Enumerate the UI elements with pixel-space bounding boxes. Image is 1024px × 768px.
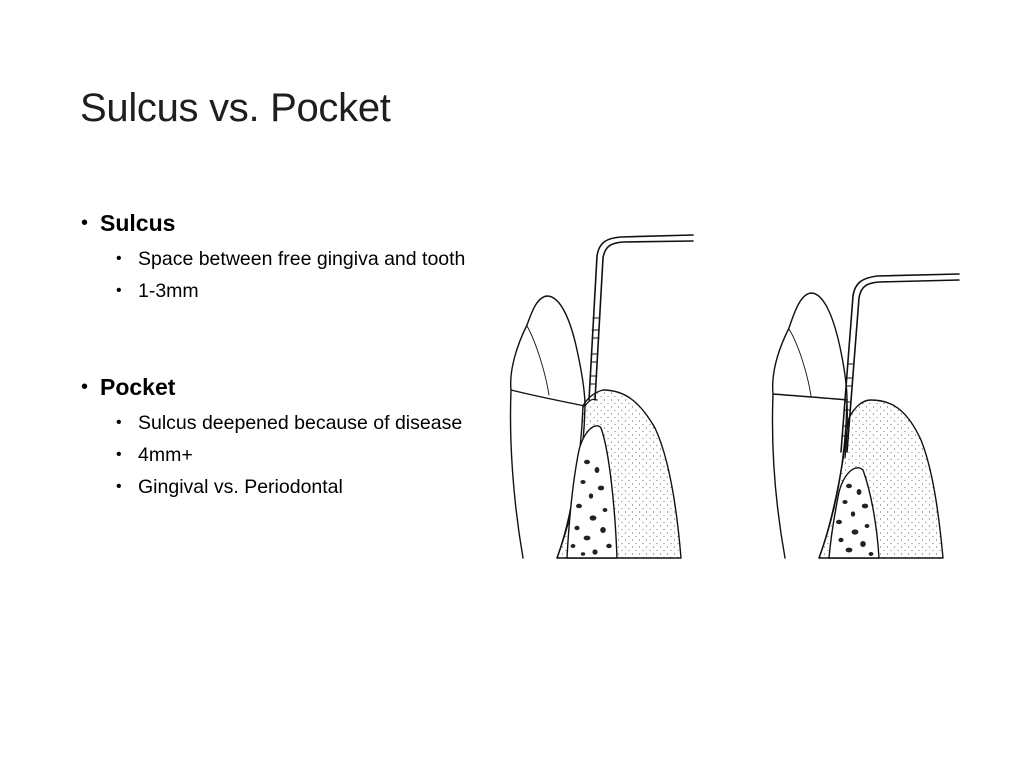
sub-bullet-text: Sulcus deepened because of disease [138, 412, 463, 434]
sub-bullet-item [80, 278, 468, 304]
sub-bullet-item [80, 474, 468, 500]
bullet-dot-icon: • [81, 376, 89, 398]
sub-bullet-dot-icon: • [116, 282, 122, 299]
slide-title: Sulcus vs. Pocket [80, 86, 391, 130]
bullet-dot-icon: • [81, 212, 89, 234]
tooth-probe-diagram [505, 230, 965, 570]
healthy-sulcus-illustration [511, 235, 694, 558]
bullet-list [80, 206, 480, 500]
sub-bullet-text: Space between free gingiva and tooth [138, 248, 466, 270]
sub-bullet-item [80, 246, 468, 272]
sub-bullet-item [80, 442, 468, 468]
bullet-pocket-heading [80, 370, 480, 404]
spacer [80, 304, 480, 370]
sub-bullet-text: 1-3mm [138, 280, 199, 302]
sub-bullet-text: 4mm+ [138, 444, 193, 466]
sub-bullet-dot-icon: • [116, 446, 122, 463]
sub-bullet-dot-icon: • [116, 414, 122, 431]
bullet-sulcus-heading [80, 206, 480, 240]
sub-bullet-text: Gingival vs. Periodontal [138, 476, 343, 498]
sub-bullet-dot-icon: • [116, 250, 122, 267]
bullet-heading-text: Pocket [100, 374, 176, 400]
bullet-heading-text: Sulcus [100, 210, 176, 236]
sub-bullet-item [80, 410, 468, 436]
periodontal-pocket-illustration [773, 274, 960, 558]
sub-bullet-dot-icon: • [116, 478, 122, 495]
